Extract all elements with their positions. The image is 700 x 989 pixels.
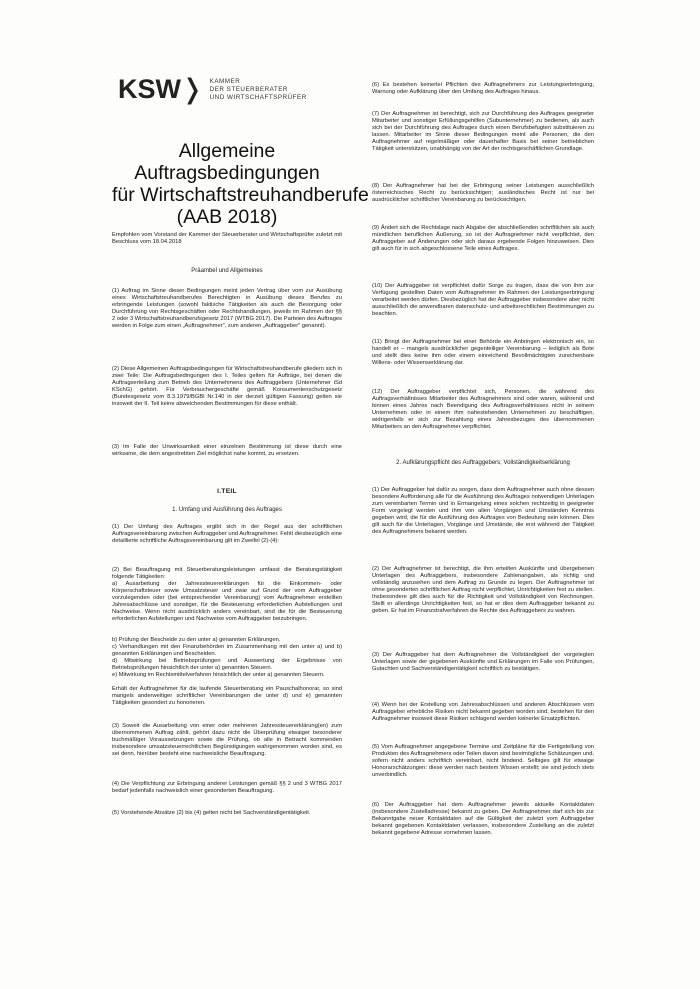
preamble-paragraph-2: (2) Diese Allgemeinen Auftragsbedingungen für Wirtschaftstreuhandberufe gliedern sich in zwei Teile: Die Auftragsbedingungen des I. Teiles gelten für Aufträge, bei denen die Auftragserteilung zum Betrieb des Unternehmens des Auftraggebers (Unternehmer iSd KSchG) gehört. Für Verbrauchergeschäfte gemäß Konsumentenschutzgesetz (Bundesgesetz vom 8.3.1979/BGBl Nr.140 in der derzeit gültigen Fassung) gelten sie insoweit der II. Teil keine abweichenden Bestimmungen für diese enthält. bbox=[112, 366, 342, 407]
section-1-paragraph-7: (7) Der Auftragnehmer ist berechtigt, sich zur Durchführung des Auftrages geeigneter Mitarbeiter und sonstiger Erfüllungsgehilfen (Subunternehmer) zu bedienen, als auch sich bei der Durchführung des Auftrages durch einen Berufsbefugten substituieren zu lassen. Mitarbeiter im Sinne dieser Bedingungen meint alle Personen, die den Auftragnehmer auf regelmäßiger oder dauerhafter Basis bei seiner betrieblichen Tätigkeit unterstützen, unabhängig von der Art der rechtsgeschäftlichen Grundlage. bbox=[372, 111, 594, 152]
title-line-3: für Wirtschaftstreuhandberufe bbox=[112, 184, 369, 206]
section-2-heading: 2. Aufklärungspflicht des Auftraggebers; Vollständigkeitserklärung bbox=[396, 460, 570, 466]
section-1-item-b: b) Prüfung der Bescheide zu den unter a) genannten Erklärungen. bbox=[112, 637, 281, 643]
section-1-item-a: a) Ausarbeitung der Jahressteuererklärungen für die Einkommen- oder Körperschaftsteuer sowie Umsatzsteuer und zwar auf Grund der vom Auftraggeber vorzulegenden oder (bei entsprechender Vereinbarung) vom Auftragnehmer erstellten Jahresabschlüsse und sonstiger, für die Besteuerung erforderlichen Aufstellungen und Nachweise. Wenn nicht ausdrücklich anders vereinbart, sind die für die Besteuerung erforderlichen Aufstellungen und Nachweise vom Auftraggeber beizubringen. bbox=[112, 581, 342, 622]
logo-sub-line-3: UND WIRTSCHAFTSPRÜFER bbox=[209, 93, 307, 101]
section-1-paragraph-2-intro: (2) Bei Beauftragung mit Steuerberatungsleistungen umfasst die Beratungstätigkeit folgende Tätigkeiten: bbox=[112, 567, 342, 580]
logo-sub-line-1: KAMMER bbox=[209, 77, 241, 85]
document-title bbox=[112, 140, 369, 228]
section-1-paragraph-4: (4) Die Verpflichtung zur Erbringung anderer Leistungen gemäß §§ 2 und 3 WTBG 2017 bedarf jedenfalls nachweislich einer gesonderten Beauftragung. bbox=[112, 781, 342, 794]
section-1-paragraph-3: (3) Soweit die Ausarbeitung von einer oder mehreren Jahressteuererklärung(en) zum übernommenen Auftrag zählt, gehört dazu nicht die Überprüfung etwaiger besonderer buchmäßiger Voraussetzungen sowie die Prüfung, ob alle in Betracht kommenden insbesondere umsatzsteuerrechtlichen Begünstigungen wahrgenommen worden sind, es sei denn, hierüber besteht eine nachweisliche Beauftragung. bbox=[112, 723, 342, 757]
preamble-paragraph-3: (3) Im Falle der Unwirksamkeit einer einzelnen Bestimmung ist diese durch eine wirksame, die dem angestrebten Ziel möglichst nahe kommt, zu ersetzen. bbox=[112, 444, 342, 457]
part-heading: I.TEIL bbox=[217, 488, 237, 495]
section-1-paragraph-11: (11) Bringt der Auftragnehmer bei einer Behörde ein Anbringen elektronisch ein, so handelt er – mangels ausdrücklicher gegenteiliger Vereinbarung – lediglich als Bote und stellt dies keine ihm oder einem einreichend Bevollmächtigten zurechenbare Willens- oder Wissenserklärung dar. bbox=[372, 339, 594, 366]
section-1-paragraph-8: (8) Der Auftragnehmer hat bei der Erbringung seiner Leistungen ausschließlich österreichisches Recht zu berücksichtigen; ausländisches Recht ist nur bei ausdrücklicher schriftlicher Vereinbarung zu berücksichtigen. bbox=[372, 183, 594, 203]
title-line-4: (AAB 2018) bbox=[176, 206, 278, 228]
section-2-paragraph-2: (2) Der Auftragnehmer ist berechtigt, die ihm erteilten Auskünfte und übergebenen Unterlagen des Auftraggebers, insbesondere Zahlenangaben, als richtig und vollständig anzusehen und dem Auftrag zu Grunde zu legen. Der Auftragnehmer ist ohne gesonderten schriftlichen Auftrag nicht verpflichtet, Unrichtigkeiten fest zu stellen. Insbesondere gilt dies auch für die Richtigkeit und Vollständigkeit von Rechnungen. Stellt er allerdings Unrichtigkeiten fest, so hat er dies dem Auftraggeber bekannt zu geben. Er hat im Finanzstrafverfahren die Rechte des Auftraggebers zu wahren. bbox=[372, 566, 594, 614]
preamble-heading: Präambel und Allgemeines bbox=[191, 268, 263, 274]
logo-sub-line-2: DER STEUERBERATER bbox=[209, 85, 288, 93]
section-2-paragraph-4: (4) Wenn bei der Erstellung von Jahresabschlüssen und anderen Abschlüssen vom Auftraggeber erhebliche Risiken nicht bekannt gegeben worden sind, bestehen für den Auftragnehmer insoweit diese Risiken schlagend werden keinerlei Ersatzpflichten. bbox=[372, 702, 594, 722]
preamble-paragraph-1: (1) Auftrag im Sinne dieser Bedingungen meint jeden Vertrag über vom zur Ausübung eines Wirtschaftstreuhandberufes Berechtigten in Ausübung dieses Berufes zu erbringende Leistungen (sowohl faktische Tätigkeiten als auch die Besorgung oder Durchführung von Rechtsgeschäften oder Rechtshandlungen, jeweils im Rahmen der §§ 2 oder 3 Wirtschaftstreuhandberufsgesetz 2017 (WTBG 2017). Die Parteien des Auftrages werden in Folge zum einen „Auftragnehmer", zum anderen „Auftraggeber" genannt). bbox=[112, 288, 342, 329]
logo-mark bbox=[118, 76, 204, 103]
section-1-item-d: d) Mitwirkung bei Betriebsprüfungen und Auswertung der Ergebnisse von Betriebsprüfungen hinsichtlich der unter a) genannten Steuern. bbox=[112, 658, 342, 671]
title-line-1: Allgemeine bbox=[178, 140, 276, 162]
section-1-heading: 1. Umfang und Ausführung des Auftrages bbox=[172, 507, 282, 513]
section-2-paragraph-3: (3) Der Auftraggeber hat dem Auftragnehmer die Vollständigkeit der vorgelegten Unterlagen sowie der gegebenen Auskünfte und Erklärungen im Falle von Prüfungen, Gutachten und Sachverständigentätigkeit schriftlich zu bestätigen. bbox=[372, 652, 594, 672]
section-1-flat-fee-note: Erhält der Auftragnehmer für die laufende Steuerberatung ein Pauschalhonorar, so sind mangels anderweitiger schriftlicher Vereinbarungen die unter d) und e) genannten Tätigkeiten gesondert zu honorieren. bbox=[112, 686, 342, 706]
section-1-paragraph-10: (10) Der Auftraggeber ist verpflichtet dafür Sorge zu tragen, dass die von ihm zur Verfügung gestellten Daten vom Auftragnehmer im Rahmen der Leistungserbringung verarbeitet werden dürfen. Diesbezüglich hat der Auftraggeber insbesondere aber nicht ausschließlich die anwendbaren datenschutz- und arbeitsrechtlichen Bestimmungen zu beachten. bbox=[372, 283, 594, 317]
section-2-paragraph-6: (6) Der Auftraggeber hat dem Auftragnehmer jeweils aktuelle Kontaktdaten (insbesondere Zustelladresse) bekannt zu geben. Der Auftragnehmer darf sich bis zur Bekanntgabe neuer Kontaktdaten auf die Gültigkeit der zuletzt vom Auftraggeber bekannt gegebenen Kontaktdaten verlassen, insbesondere Zustellung an die zuletzt bekannt gegebene Adresse vornehmen lassen. bbox=[372, 802, 594, 836]
section-1-paragraph-12: (12) Der Auftraggeber verpflichtet sich, Personen, die während des Auftragsverhältnisses Mitarbeiter des Auftragnehmers sind oder waren, während und binnen eines Jahres nach Beendigung des Auftragsverhältnisses nicht in seinem Unternehmen oder in einem ihm nahestehenden Unternehmen zu beschäftigen, widrigenfalls er sich zur Bezahlung eines Jahresbezuges des übernommenen Mitarbeiters an den Auftragnehmer verpflichtet. bbox=[372, 389, 594, 430]
recommendation-note: Empfohlen vom Vorstand der Kammer der Steuerberater und Wirtschaftsprüfer zuletzt mit Beschluss vom 18.04.2018 bbox=[112, 232, 342, 245]
logo-subtitle bbox=[210, 78, 307, 102]
section-2-paragraph-1: (1) Der Auftraggeber hat dafür zu sorgen, dass dem Auftragnehmer auch ohne dessen besondere Aufforderung alle für die Ausführung des Auftrages notwendigen Unterlagen zum vereinbarten Termin und in Ermangelung eines solchen rechtzeitig in geeigneter Form vorgelegt werden und ihm von allen Vorgängen und Umständen Kenntnis gegeben wird, die für die Ausführung des Auftrages von Bedeutung sein können. Dies gilt auch für die Unterlagen, Vorgänge und Umstände, die erst während der Tätigkeit des Auftragnehmers bekannt werden. bbox=[372, 487, 594, 535]
logo-text: KSW bbox=[118, 74, 181, 104]
section-1-item-e: e) Mitwirkung im Rechtsmittelverfahren hinsichtlich der unter a) genannten Steuern. bbox=[112, 672, 325, 678]
section-1-item-c: c) Verhandlungen mit den Finanzbehörden im Zusammenhang mit den unter a) und b) genannten Erklärungen und Bescheiden. bbox=[112, 644, 342, 657]
title-line-2: Auftragsbedingungen bbox=[134, 162, 320, 184]
section-1-paragraph-5: (5) Vorstehende Absätze (2) bis (4) gelten nicht bei Sachverständigentätigkeit. bbox=[112, 810, 311, 816]
section-1-paragraph-9: (9) Ändert sich die Rechtslage nach Abgabe der abschließenden schriftlichen als auch mündlichen beruflichen Äußerung, so ist der Auftragnehmer nicht verpflichtet, den Auftraggeber auf Änderungen oder sich daraus ergebende Folgen hinzuweisen. Dies gilt auch für in sich abgeschlossene Teile eines Auftrages. bbox=[372, 225, 594, 252]
ksw-logo bbox=[118, 76, 307, 103]
section-1-paragraph-1: (1) Der Umfang des Auftrages ergibt sich in der Regel aus der schriftlichen Auftragsvereinbarung zwischen Auftraggeber und Auftragnehmer. Fehlt diesbezüglich eine detaillierte schriftliche Auftragsvereinbarung gilt im Zweifel (2)-(4): bbox=[112, 524, 342, 544]
logo-chevron-icon: ❭ bbox=[181, 74, 204, 104]
section-1-paragraph-6: (6) Es bestehen keinerlei Pflichten des Auftragnehmers zur Leistungserbringung, Warnung oder Aufklärung über den Umfang des Auftrages hinaus. bbox=[372, 82, 594, 95]
section-2-paragraph-5: (5) Vom Auftragnehmer angegebene Termine und Zeitpläne für die Fertigstellung von Produkten des Auftragnehmers oder Teilen davon sind bestmögliche Schätzungen und, sofern nicht anders schriftlich vereinbart, nicht bindend. Selbiges gilt für etwaige Honorarschätzungen: diese werden nach bestem Wissen erstellt; sie sind jedoch stets unverbindlich. bbox=[372, 744, 594, 778]
